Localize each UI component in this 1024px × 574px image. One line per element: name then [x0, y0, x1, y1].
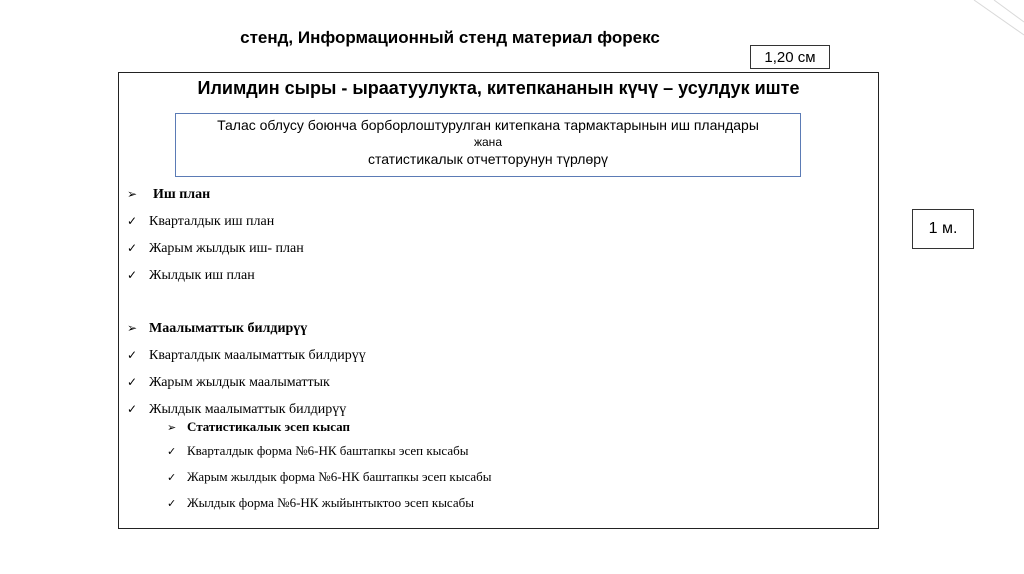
corner-decoration: [954, 0, 1024, 50]
list-item: ✓ Кварталдык иш план: [127, 214, 275, 229]
list-item: ✓ Жылдык маалыматтык билдирүү: [127, 402, 347, 417]
list-item: ✓ Жылдык иш план: [127, 268, 255, 283]
subtitle-line: статистикалык отчетторунун түрлөрү: [367, 151, 609, 167]
arrow-bullet-icon: ➢: [127, 187, 138, 201]
check-icon: ✓: [127, 348, 138, 362]
subtitle-box: [175, 113, 801, 177]
list-item: ✓ Кварталдык маалыматтык билдирүү: [127, 348, 366, 363]
slide-title: стенд, Информационный стенд материал форекс: [240, 28, 660, 47]
list-item: ✓ Жылдык форма №6-НК жыйынтыктоо эсеп кысабы: [167, 495, 474, 510]
subsection-heading: ➢ Статистикалык эсеп кысап: [167, 419, 350, 434]
arrow-bullet-icon: ➢: [127, 321, 138, 335]
arrow-bullet-icon: ➢: [167, 421, 177, 434]
section-heading-info: ➢ Маалыматтык билдирүү: [127, 321, 308, 336]
list-item: ✓ Жарым жылдык маалыматтык: [127, 375, 330, 390]
check-icon: ✓: [127, 241, 138, 255]
check-icon: ✓: [167, 497, 177, 510]
check-icon: ✓: [127, 214, 138, 228]
check-icon: ✓: [127, 268, 138, 282]
check-icon: ✓: [167, 471, 177, 484]
panel-heading: Илимдин сыры - ыраатуулукта, китепкананын күчү – усулдук иште: [197, 78, 800, 98]
subtitle-line: Талас облусу боюнча борборлоштурулган китепкана тармактарынын иш пландары: [217, 117, 759, 133]
list-item: ✓ Жарым жылдык форма №6-НК баштапкы эсеп кысабы: [167, 469, 492, 484]
height-dimension-badge: 1 м.: [912, 209, 974, 249]
list-item: ✓ Жарым жылдык иш- план: [127, 241, 304, 256]
stand-panel: [118, 72, 879, 529]
check-icon: ✓: [127, 375, 138, 389]
check-icon: ✓: [167, 445, 177, 458]
width-dimension-badge: 1,20 см: [750, 45, 830, 69]
check-icon: ✓: [127, 402, 138, 416]
section-heading-plan: ➢ Иш план: [127, 187, 211, 202]
subtitle-line: жана: [473, 135, 502, 149]
list-item: ✓ Кварталдык форма №6-НК баштапкы эсеп кысабы: [167, 443, 469, 458]
